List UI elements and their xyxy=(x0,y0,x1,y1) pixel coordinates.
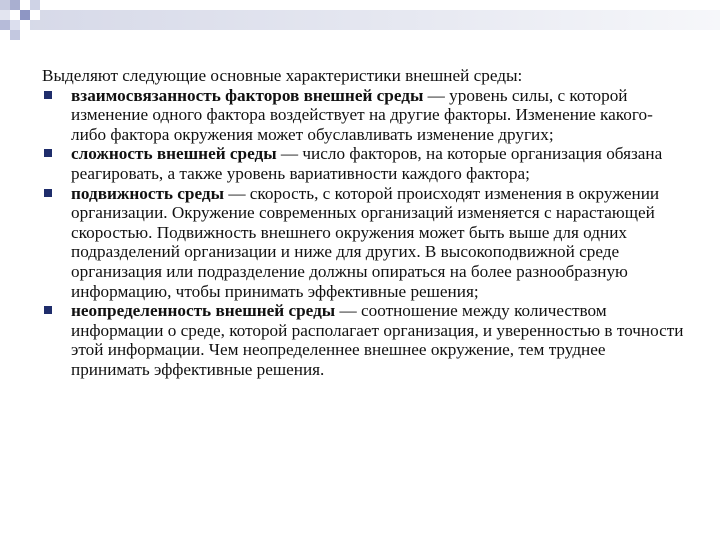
item-term: сложность внешней среды xyxy=(71,144,277,164)
decor-square xyxy=(0,30,10,40)
decor-square xyxy=(0,20,10,30)
decor-square xyxy=(30,0,40,10)
slide-body xyxy=(42,66,687,380)
list-item xyxy=(42,301,687,379)
square-bullet-icon xyxy=(44,149,52,157)
list-item xyxy=(42,184,687,302)
decor-square xyxy=(30,10,40,20)
characteristics-list xyxy=(42,86,687,380)
decor-square xyxy=(20,20,30,30)
decor-square xyxy=(10,20,20,30)
header-bar xyxy=(20,10,720,30)
item-description: — число факторов, на которые организация обязана реагировать, а также уровень вариативности каждого фактора; xyxy=(71,144,663,183)
decor-square xyxy=(20,0,30,10)
intro-text: Выделяют следующие основные характеристики внешней среды: xyxy=(42,66,523,85)
item-description: — уровень силы, с которой изменение одного фактора воздействует на другие факторы. Изменение какого-либо фактора окружения может обуславливать изменение других; xyxy=(71,85,653,144)
decor-square xyxy=(0,0,10,10)
item-description: — скорость, с которой происходят изменения в окружении организации. Окружение современных организаций изменяется с нарастающей скоростью. Подвижность внешнего окружения может быть выше для одних подразделений организации и ниже для других. В высокоподвижной среде организация или подразделение должны опираться на более разнообразную информацию, чтобы принимать эффективные решения; xyxy=(71,183,660,301)
square-bullet-icon xyxy=(44,306,52,314)
decor-square xyxy=(10,0,20,10)
item-description: — соотношение между количеством информации о среде, которой располагает организация, и уверенностью в точности этой информации. Чем неопределеннее внешнее окружение, тем труднее принимать эффективные решения. xyxy=(71,301,684,379)
item-term: неопределенность внешней среды xyxy=(71,301,336,321)
square-bullet-icon xyxy=(44,189,52,197)
item-term: подвижность среды xyxy=(71,183,225,203)
header-decoration xyxy=(0,0,720,44)
decor-square xyxy=(20,10,30,20)
list-item xyxy=(42,86,687,145)
square-bullet-icon xyxy=(44,91,52,99)
decor-square xyxy=(0,10,10,20)
item-term: взаимосвязанность факторов внешней среды xyxy=(71,85,424,105)
list-item xyxy=(42,144,687,183)
decor-square xyxy=(10,30,20,40)
decor-square xyxy=(10,10,20,20)
